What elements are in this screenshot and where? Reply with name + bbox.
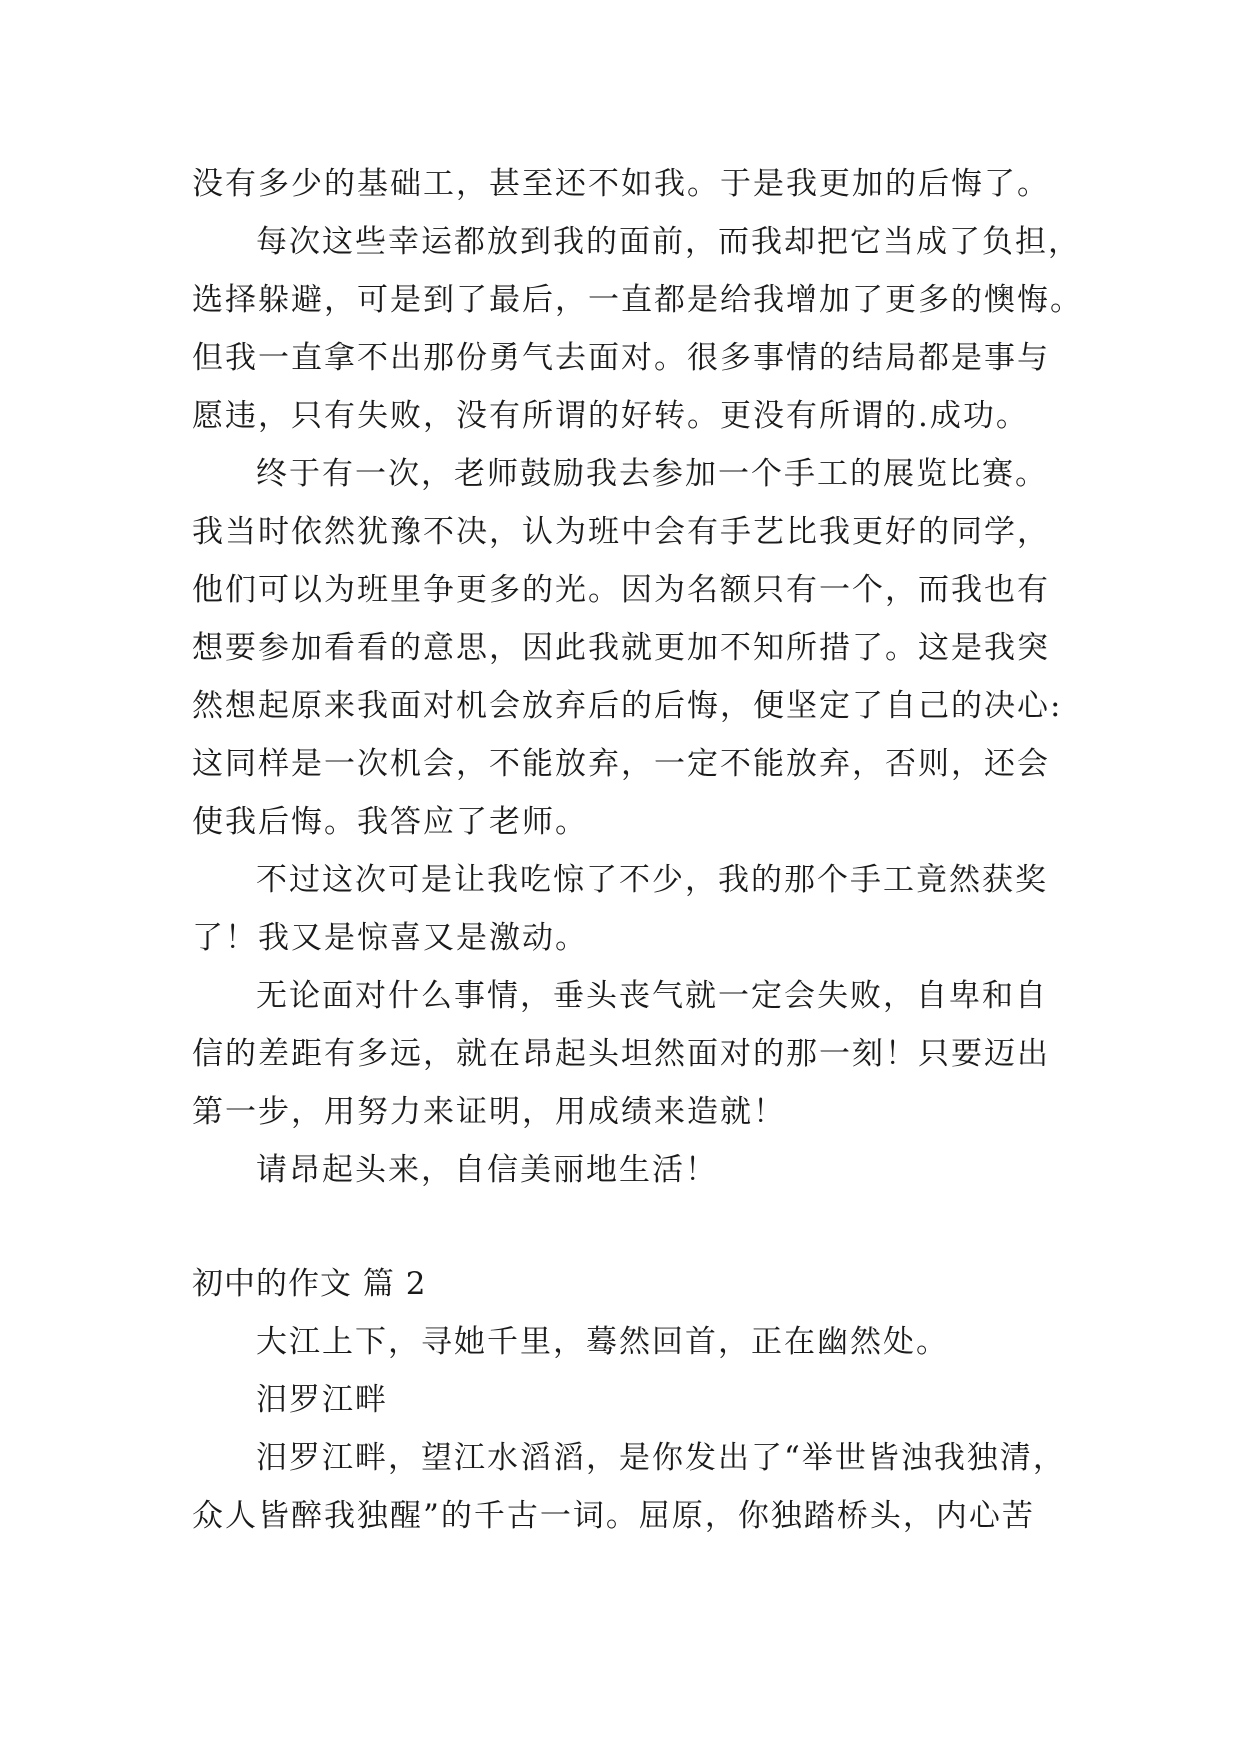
paragraph-line: 使我后悔。我答应了老师。 [192,804,588,840]
paragraph-line: 不过这次可是让我吃惊了不少，我的那个手工竟然获奖 [256,862,1048,898]
paragraph-line: 请昂起头来，自信美丽地生活！ [256,1152,718,1188]
paragraph-line: 他们可以为班里争更多的光。因为名额只有一个，而我也有 [192,572,1050,608]
subheading: 汨罗江畔 [256,1382,388,1418]
paragraph-line: 我当时依然犹豫不决，认为班中会有手艺比我更好的同学， [192,514,1050,550]
paragraph-line: 汨罗江畔，望江水滔滔，是你发出了“举世皆浊我独清， [256,1440,1066,1476]
paragraph-line: 众人皆醉我独醒”的千古一词。屈原，你独踏桥头，内心苦 [192,1498,1035,1534]
paragraph-line: 然想起原来我面对机会放弃后的后悔，便坚定了自己的决心: [192,688,1063,724]
paragraph-line: 这同样是一次机会，不能放弃，一定不能放弃，否则，还会 [192,746,1050,782]
paragraph-line: 选择躲避，可是到了最后，一直都是给我增加了更多的懊悔。 [192,282,1083,318]
section-heading: 初中的作文 篇 2 [192,1266,427,1302]
paragraph-line: 了！我又是惊喜又是激动。 [192,920,588,956]
paragraph-line: 愿违，只有失败，没有所谓的好转。更没有所谓的.成功。 [192,398,1029,434]
paragraph-line: 信的差距有多远，就在昂起头坦然面对的那一刻！只要迈出 [192,1036,1050,1072]
paragraph-line: 终于有一次，老师鼓励我去参加一个手工的展览比赛。 [256,456,1048,492]
paragraph-line: 大江上下，寻她千里，蓦然回首，正在幽然处。 [256,1324,949,1360]
paragraph-line: 每次这些幸运都放到我的面前，而我却把它当成了负担， [256,224,1081,260]
paragraph-line: 没有多少的基础工，甚至还不如我。于是我更加的后悔了。 [192,166,1050,202]
paragraph-line: 第一步，用努力来证明，用成绩来造就！ [192,1094,786,1130]
paragraph-line: 想要参加看看的意思，因此我就更加不知所措了。这是我突 [192,630,1050,666]
paragraph-line: 无论面对什么事情，垂头丧气就一定会失败，自卑和自 [256,978,1048,1014]
paragraph-line: 但我一直拿不出那份勇气去面对。很多事情的结局都是事与 [192,340,1050,376]
